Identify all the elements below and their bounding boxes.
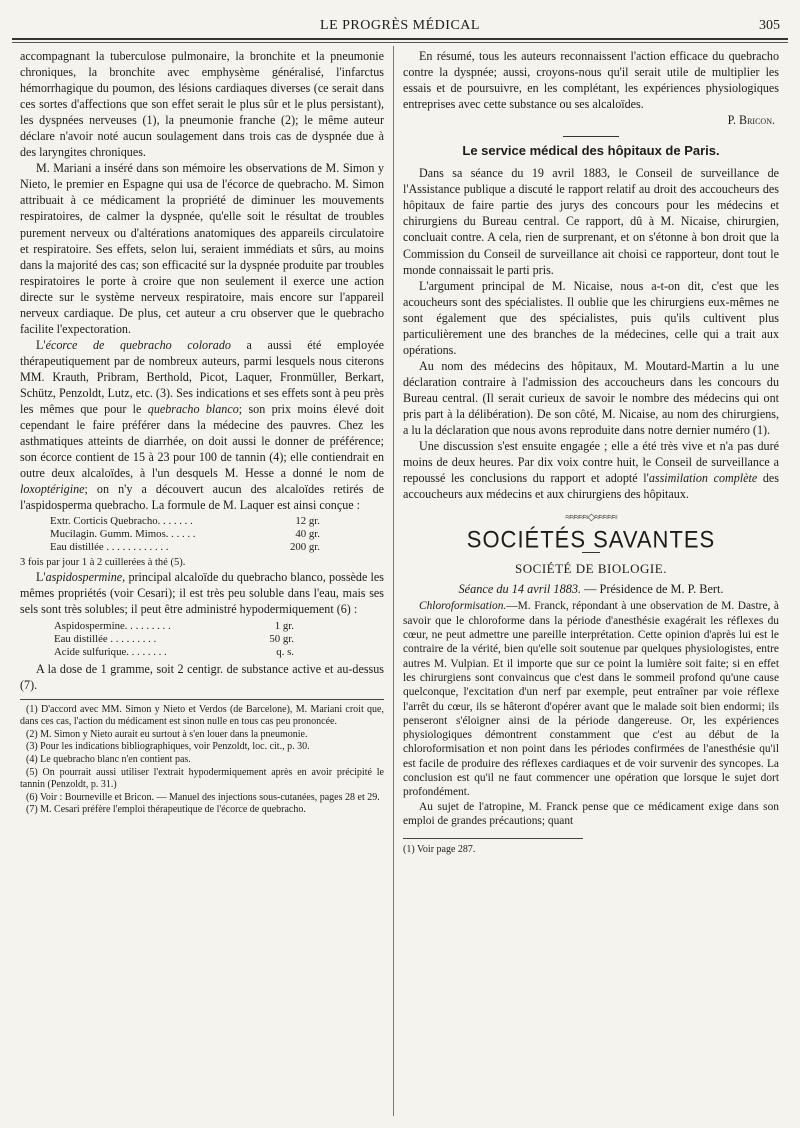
paragraph: Dans sa séance du 19 avril 1883, le Conseil de surveillance de l'Assistance publique a discuté le rapport relatif au droit des accoucheurs des hôpitaux de faire partie des jurys des concours pour les médecins et chirurgiens du Bureau central. Ce rapport, dû à M. Nicaise, chirurgien, concluait contre. A cela, rien de surprenant, et on s'étonne à bon droit que la Commission du Conseil de surveillance ait choisi ce rapporteur, dont tout le monde connaissait le parti pris. — [403, 166, 779, 277]
presidence: — Présidence de M. P. Bert. — [581, 582, 724, 597]
italic-term: assimilation complète — [648, 471, 758, 486]
text-span: ; son prix moins élevé doit cependant le faire préférer dans la médecine des pauvres. Chez les asthmatiques atteints de diarrhée, on doit aussi le donner de préférence; son écorce contient de 15 à 23 pour 100 de tannin (4); elle contiendrait en outre deux alcaloïdes, à l'un desquels M. Hesse a donné le nom de — [20, 402, 384, 481]
footnote: (6) Voir : Bourneville et Bricon. — Manuel des injections sous-cutanées, pages 28 et 29. — [26, 791, 380, 803]
dosage-note: 3 fois par jour 1 à 2 cuillerées à thé (5). — [20, 557, 186, 569]
text-span: a aussi été employée thérapeutiquement par de nombreux auteurs, parmi lesquels nous citerons MM. Krauth, Pribram, Berthold, Picot, Laquer, Fronmüller, Berkart, Schütz, Penzoldt, Lutz, etc. (3). Ses indications et ses effets sont à peu près les mêmes que pour le — [20, 337, 384, 417]
ingredient: Extr. Corticis Quebracho. . . . . . . — [50, 515, 193, 528]
formula-row — [54, 646, 294, 659]
quantity: 50 gr. — [269, 632, 294, 645]
footnotes — [403, 838, 583, 856]
text-span: des accoucheurs aux médecins et aux chirurgiens des hôpitaux. — [403, 471, 779, 502]
society-report — [403, 599, 779, 828]
seance-date: Séance du 14 avril 1883. — [458, 582, 582, 597]
ingredient: Acide sulfurique. . . . . . . . — [54, 645, 167, 658]
quantity: 1 gr. — [274, 619, 294, 632]
text-span: L' — [36, 570, 46, 585]
footnote: (1) D'accord avec MM. Simon y Nieto et Verdos (de Barcelone), M. Mariani croit que, dans ces cas, l'action du médicament est sinon nulle en tous cas peu prononcée. — [20, 703, 384, 728]
formula-row — [50, 541, 320, 554]
page-number: 305 — [759, 18, 780, 33]
formula-laquer — [50, 515, 384, 554]
footnote: (3) Pour les indications bibliographiques, voir Penzoldt, loc. cit., p. 30. — [26, 741, 310, 753]
footnotes — [20, 699, 384, 817]
footnote: (7) M. Cesari préfère l'emploi thérapeutique de l'écorce de quebracho. — [26, 804, 306, 816]
paragraph: Au nom des médecins des hôpitaux, M. Moutard-Martin a lu une déclaration contraire à l'admission des accoucheurs dans les concours du Bureau central. (Il serait curieux de savoir le nombre des médecins qui ont pris part à la délibération). De son côté, M. Nicaise, au nom des chirurgiens, a lu la déclaration que nous avons reproduite dans notre dernier numéro (1). — [403, 358, 779, 438]
footnote: (5) On pourrait aussi utiliser l'extrait hypodermiquement après en avoir précipité le tannin (Penzoldt, p. 31.) — [20, 766, 384, 791]
formula-row — [50, 515, 320, 528]
ingredient: Mucilagin. Gumm. Mimos. . . . . . — [50, 528, 196, 541]
paragraph — [403, 438, 779, 502]
header-rule — [12, 38, 788, 40]
paragraph — [403, 599, 779, 799]
quantity: q. s. — [276, 645, 294, 658]
author-signature: P. Bricon. — [727, 113, 775, 128]
formula-row — [54, 633, 294, 646]
paragraph: Au sujet de l'atropine, M. Franck pense que ce médicament exige dans son emploi de grandes précautions; quant — [403, 800, 779, 827]
text-span: —M. Franck, répondant à une observation de M. Dastre, à savoir que le chloroforme dans la période d'anesthésie exagérait les réflexes du cœur, ne peut admettre une pareille interprétation. Cette opinion d'après lui est le contraire de la vérité, bien qu'elle soit soutenue par quelques physiologistes, entre autres M. Vulpian. Et il importe que sur ce point la lumière soit faite; si en effet les chirurgiens sont convaincus que c'est dans le sommeil profond qu'une cause quelconque, l'excitation d'un nerf par exemple, peut entraîner par voie réflexe l'arrêt du cœur, ils se hâteront d'opérer avant que le malade soit bien endormi; ils penseront s'éloigner ainsi de la période dangereuse. Or, les expériences physiologiques démontrent constamment que c'est au début de la chloroformisation et non point dans les périodes confirmées de l'anesthésie qu'il est facile de produire des réflexes cardiaques et de voir survenir des syncopes. La conclusion est qu'il ne faut commencer une opération que lorsque le sujet dort profondément. — [403, 600, 779, 799]
paragraph: M. Mariani a inséré dans son mémoire les observations de M. Simon y Nieto, le premier en Espagne qui usa de l'écorce de quebracho. M. Simon attribuait à ce médicament la propriété de diminuer les mouvements respiratoires, de calmer la dyspnée, qu'elle soit le résultat de troubles purement nerveux ou d'altérations anatomiques des appareils circulatoire et respiratoire. Ses effets, selon lui, seraient immédiats et sûrs, au moins dans la majorité des cas; son efficacité sur la dyspnée produite par troubles respiratoires le porte à croire que non seulement il exerce une action directe sur le système nerveux respiratoire, mais encore sur l'appareil nerveux cardiaque. De plus, cet auteur a cru observer que le quebracho facilite l'expectoration. — [20, 161, 384, 336]
society-heading: SOCIÉTÉ DE BIOLOGIE. — [515, 561, 667, 577]
paragraph — [20, 337, 384, 514]
header-rule-thin — [12, 42, 788, 43]
journal-title: LE PROGRÈS MÉDICAL — [320, 18, 480, 33]
ingredient: Eau distillée . . . . . . . . . — [54, 632, 157, 645]
societes-savantes-heading: SOCIÉTÉS SAVANTES — [466, 526, 716, 554]
paragraph: En résumé, tous les auteurs reconnaissent l'action efficace du quebracho contre la dyspnée; aussi, croyons-nous qu'il serait utile de multiplier les essais et de poursuivre, en les complétant, les expériences physiologiques entreprises avec cette substance ou ses alcaloïdes. — [403, 49, 779, 112]
text-span: Une discussion s'est ensuite engagée ; elle a été très vive et n'a pas duré moins de deux heures. Par dix voix contre huit, le Conseil de surveillance a repoussé les conclusions du rapport et adopté l' — [403, 439, 779, 486]
paragraph: L'argument principal de M. Nicaise, nous a-t-on dit, c'est que les acoucheurs sont des spécialistes. Il oublie que les chirurgiens eux-mêmes ne sont également que des spécialistes, puis qu'ils cultivent plus particulièrement une des branches de la médecines, celle qui a trait aux opérations. — [403, 278, 779, 357]
separator-rule — [563, 136, 619, 137]
footnote: (4) Le quebracho blanc n'en contient pas. — [26, 753, 191, 765]
left-column — [20, 48, 384, 817]
ingredient: Eau distillée . . . . . . . . . . . . — [50, 541, 169, 554]
text-span: ; on n'y a découvert aucun des alcaloïdes retirés de l'aspidosperma quebracho. La formule de M. Laquer est ainsi conçue : — [20, 482, 384, 513]
footnote: (2) M. Simon y Nieto aurait eu surtout à s'en louer dans la pneumonie. — [26, 728, 308, 740]
italic-term: quebracho blanco — [147, 402, 239, 417]
ingredient: Aspidospermine. . . . . . . . . — [54, 619, 171, 632]
italic-term: aspidospermine — [45, 570, 123, 585]
seance-line — [403, 581, 779, 597]
paragraph: A la dose de 1 gramme, soit 2 centigr. de substance active et au-dessus (7). — [20, 661, 384, 692]
italic-term: loxoptérigine — [20, 482, 85, 497]
formula-row — [54, 620, 294, 633]
column-divider — [393, 46, 394, 1116]
quantity: 40 gr. — [295, 528, 320, 541]
footnote: (1) Voir page 287. — [403, 844, 476, 856]
quantity: 200 gr. — [290, 541, 320, 554]
italic-term: écorce de quebracho colorado — [45, 337, 231, 352]
running-header — [10, 18, 790, 38]
paragraph: accompagnant la tuberculose pulmonaire, la bronchite et la pneumonie chroniques, la bronchite avec emphysème généralisé, l'infarctus hémorrhagique du poumon, des lésions cardiaques diverses (ce serait dans ces sortes d'affections que son effet serait le plus sûr et le plus persistant), les dyspnées nerveuses (1), la pneumonie franche (2); le même auteur déclare n'avoir noté aucun soulagement dans trois cas de dyspnée due à des laryngites chroniques. — [20, 49, 384, 160]
paragraph — [20, 569, 384, 617]
formula-row — [50, 528, 320, 541]
section-heading: Le service médical des hôpitaux de Paris. — [462, 143, 720, 159]
ornament-divider: ≈≈≈≈≈◇≈≈≈≈≈ — [565, 512, 617, 524]
formula-aspidospermine — [54, 620, 384, 659]
italic-term: Chloroformisation. — [419, 600, 507, 613]
quantity: 12 gr. — [295, 515, 320, 528]
text-span: , principal alcaloïde du quebracho blanco, possède les mêmes propriétés (voir Cesari); il est très peu soluble dans l'eau, mais ses sels sont très solubles; il peut être administré hypodermiquement (6) : — [20, 570, 384, 617]
text-span: L' — [36, 337, 46, 352]
right-column — [403, 48, 779, 856]
